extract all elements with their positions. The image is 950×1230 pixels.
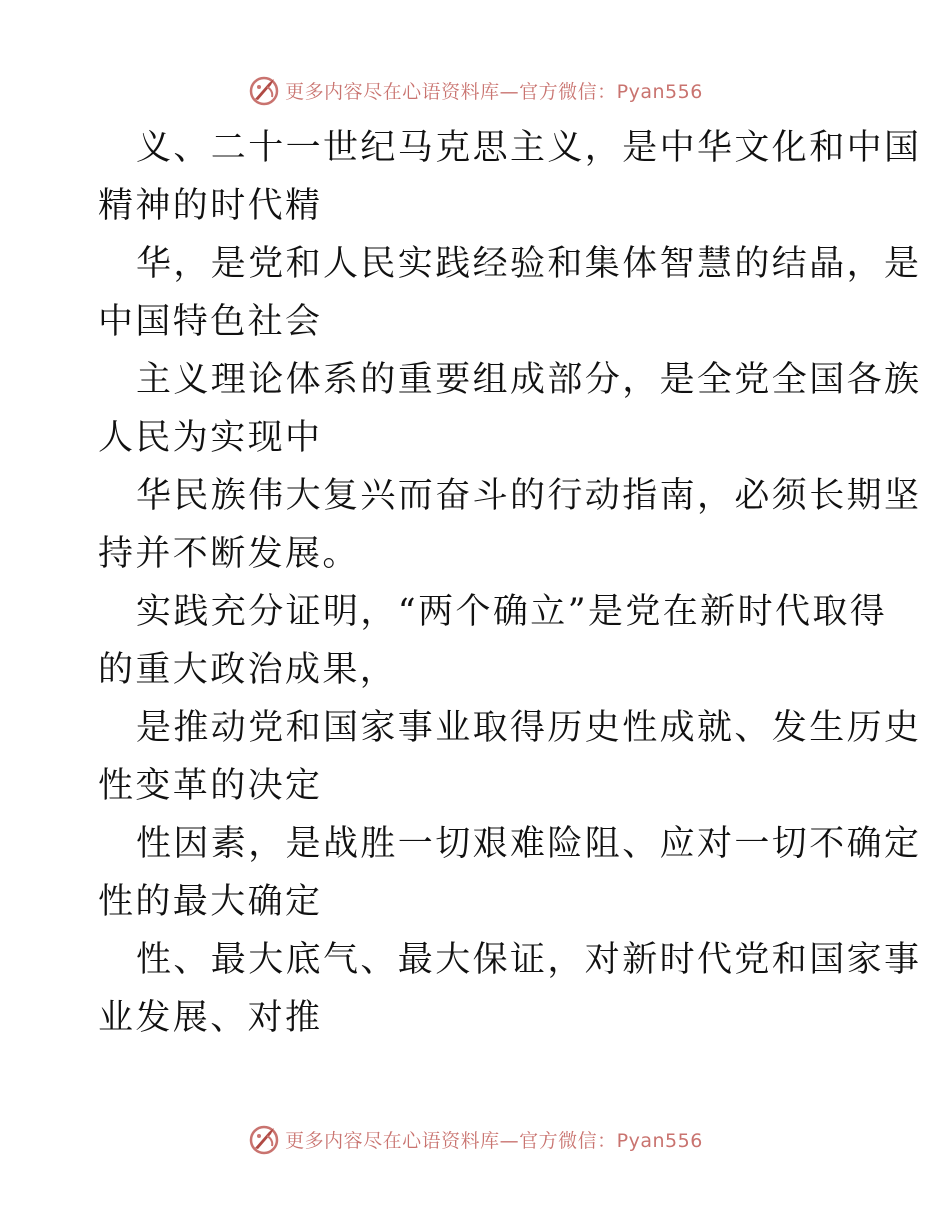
footer-banner-text: 更多内容尽在心语资料库—官方微信：Pyan556	[285, 1129, 703, 1152]
paragraph-line: 是推动党和国家事业取得历史性成就、发生历史	[136, 708, 922, 748]
document-body	[98, 119, 922, 1047]
paragraph-line: 华，是党和人民实践经验和集体智慧的结晶，是	[136, 244, 922, 284]
paragraph-line: 实践充分证明，“两个确立”是党在新时代取得	[136, 592, 888, 632]
paragraph-line: 性变革的决定	[98, 766, 323, 806]
paragraph	[98, 235, 922, 351]
paragraph-line: 性、最大底气、最大保证，对新时代党和国家事	[136, 940, 922, 980]
paragraph-line: 主义理论体系的重要组成部分，是全党全国各族	[136, 360, 922, 400]
paragraph-line: 业发展、对推	[98, 998, 323, 1038]
paragraph-line: 性的最大确定	[98, 882, 323, 922]
paragraph	[98, 583, 888, 699]
quill-pen-logo-icon	[247, 73, 281, 107]
paragraph-line: 华民族伟大复兴而奋斗的行动指南，必须长期坚	[136, 476, 922, 516]
paragraph	[98, 467, 922, 583]
paragraph-line: 持并不断发展。	[98, 534, 360, 574]
quill-pen-logo-icon	[247, 1122, 281, 1156]
paragraph	[98, 815, 922, 931]
footer-banner	[0, 1119, 950, 1159]
paragraph-line: 精神的时代精	[98, 186, 323, 226]
header-banner	[0, 70, 950, 110]
paragraph-line: 人民为实现中	[98, 418, 323, 458]
paragraph-line: 义、二十一世纪马克思主义，是中华文化和中国	[136, 128, 922, 168]
paragraph	[98, 119, 922, 235]
paragraph	[98, 931, 922, 1047]
paragraph	[98, 699, 922, 815]
paragraph	[98, 351, 922, 467]
header-banner-text: 更多内容尽在心语资料库—官方微信：Pyan556	[285, 80, 703, 103]
paragraph-line: 中国特色社会	[98, 302, 323, 342]
paragraph-line: 的重大政治成果，	[98, 650, 398, 690]
paragraph-line: 性因素，是战胜一切艰难险阻、应对一切不确定	[136, 824, 922, 864]
